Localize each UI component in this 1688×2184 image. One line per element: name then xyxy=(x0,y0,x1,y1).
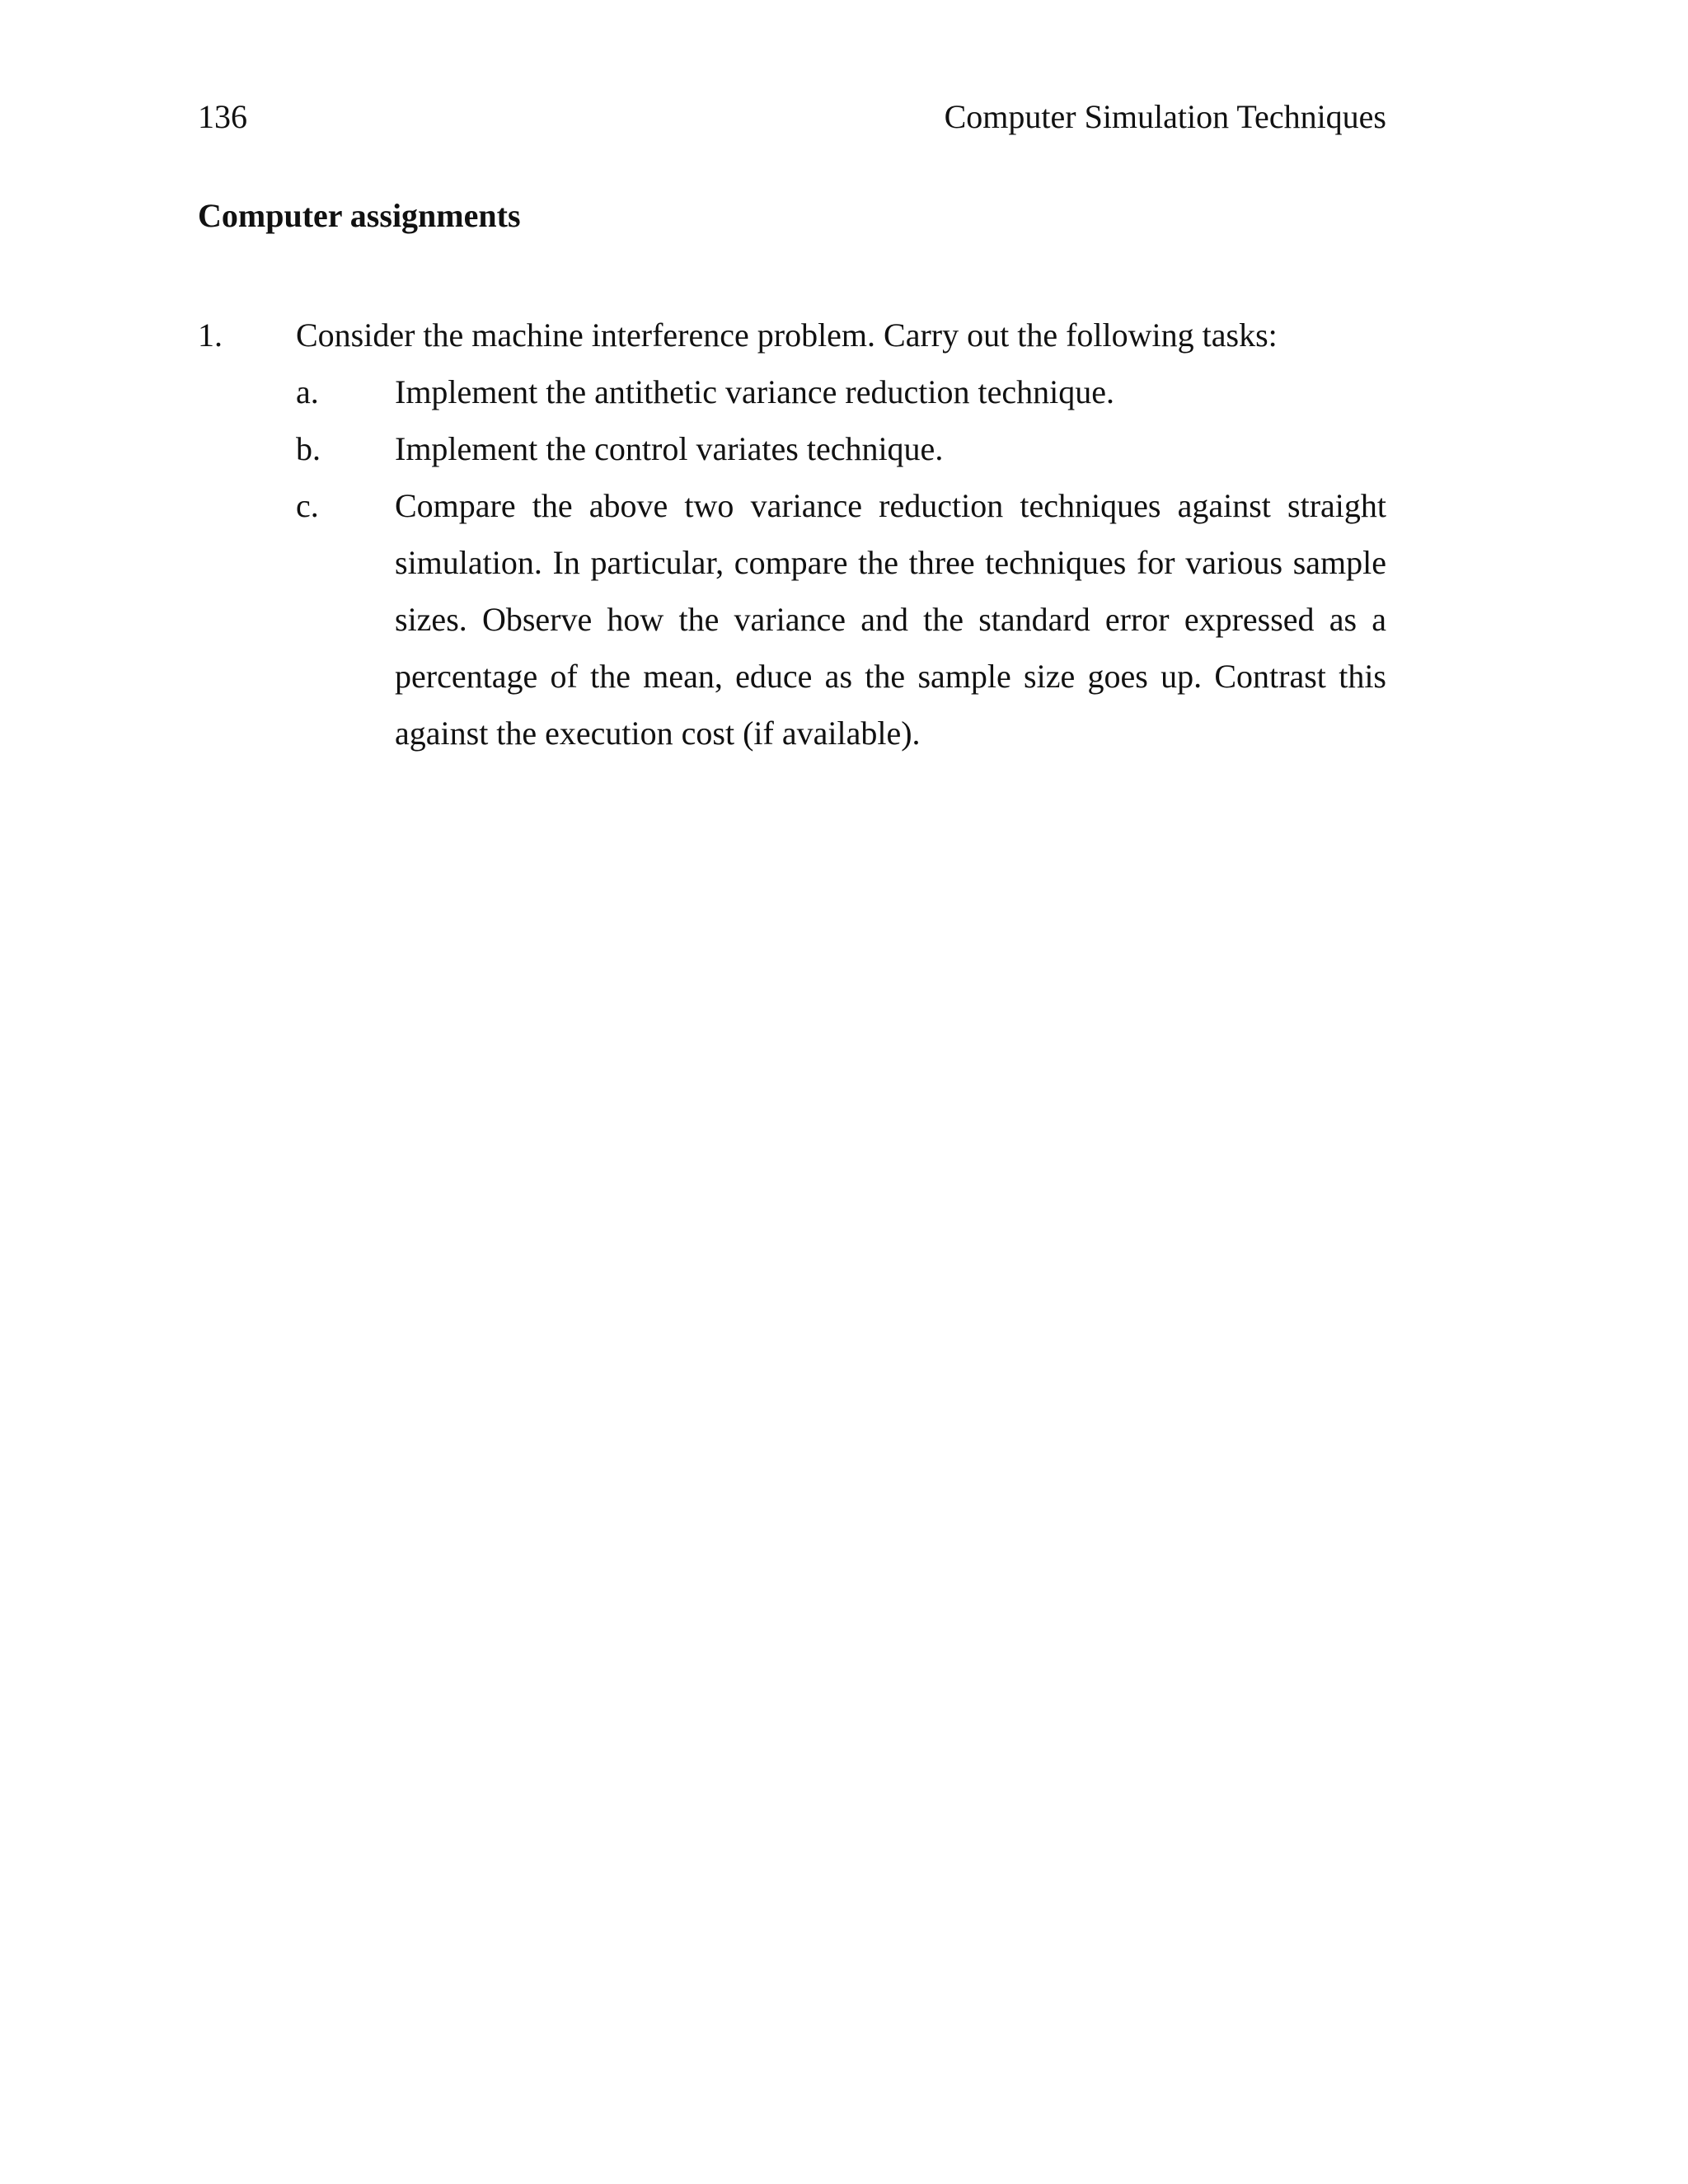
subtask-letter: a. xyxy=(296,373,319,410)
assignment-row xyxy=(198,307,1386,363)
assignment-item xyxy=(198,307,1386,762)
section-heading: Computer assignments xyxy=(198,197,521,234)
subtask-text: Compare the above two variance reduction techniques against straight simulation. In particular, compare the three techniques for various sample sizes. Observe how the variance and the standard error expressed as a percentage of the mean, educe as the sample size goes up. Contrast this against the execution cost (if available). xyxy=(395,487,1386,752)
subtask-list xyxy=(296,363,1386,762)
subtask-item xyxy=(296,477,1386,762)
assignment-text: Consider the machine interference problem. Carry out the following tasks: xyxy=(296,316,1278,354)
subtask-text: Implement the antithetic variance reduction technique. xyxy=(395,373,1114,410)
subtask-item xyxy=(296,420,1386,477)
running-title: Computer Simulation Techniques xyxy=(944,98,1386,135)
subtask-letter: b. xyxy=(296,430,321,467)
assignment-number: 1. xyxy=(198,316,223,354)
subtask-text: Implement the control variates technique. xyxy=(395,430,944,467)
subtask-item xyxy=(296,363,1386,420)
subtask-letter: c. xyxy=(296,487,319,524)
page-number: 136 xyxy=(198,98,247,135)
